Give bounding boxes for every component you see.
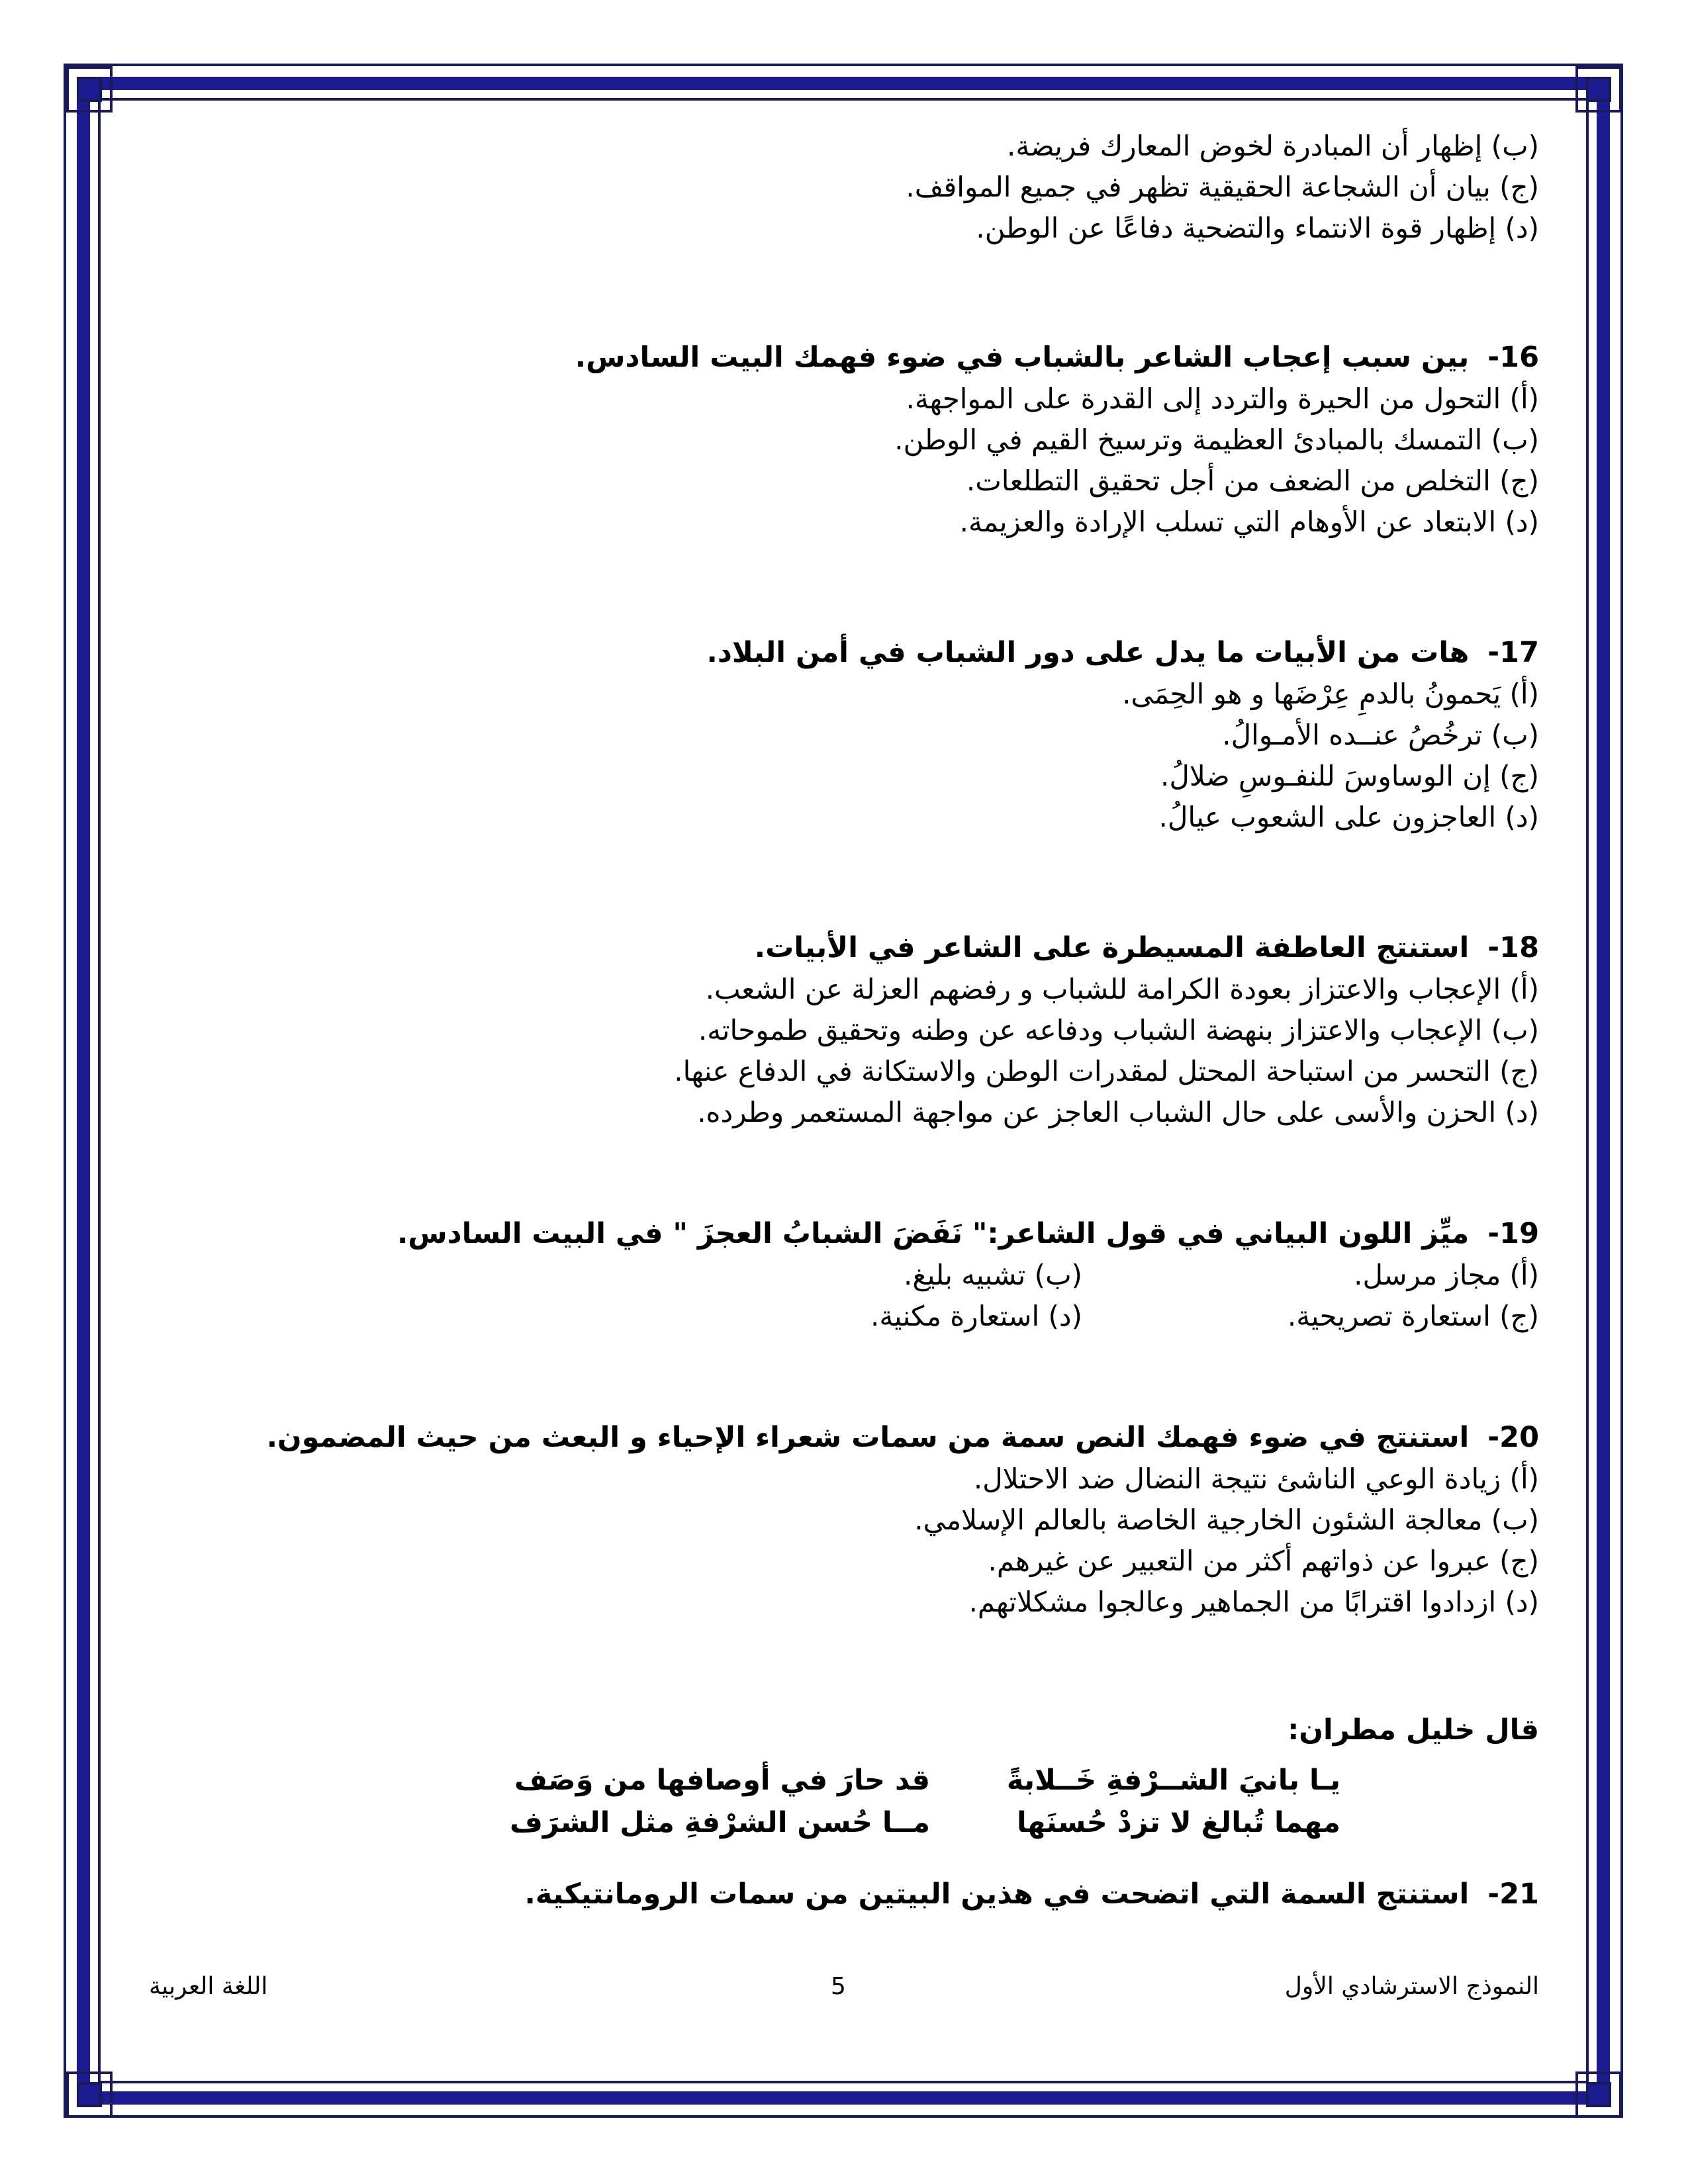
- option-c: (ج) استعارة تصريحية.: [1287, 1300, 1539, 1332]
- option-a: (أ) زيادة الوعي الناشئ نتيجة النضال ضد الاحتلال.: [973, 1463, 1539, 1495]
- option-a: (أ) مجاز مرسل.: [1354, 1259, 1539, 1291]
- frame-corner-bottom-left: [66, 2071, 113, 2118]
- footer-exam-title: النموذج الاسترشادي الأول: [1284, 1973, 1539, 2000]
- option-d: (د) العاجزون على الشعوب عيالُ.: [1158, 801, 1539, 833]
- question-prompt: بين سبب إعجاب الشاعر بالشباب في ضوء فهمك البيت السادس.: [575, 341, 1470, 374]
- question-prompt: هات من الأبيات ما يدل على دور الشباب في أمن البلاد.: [706, 636, 1470, 669]
- frame-corner-top-left: [66, 66, 113, 113]
- frame-corner-bottom-right: [1575, 2071, 1622, 2118]
- option-a: (أ) الإعجاب والاعتزاز بعودة الكرامة للشباب و رفضهم العزلة عن الشعب.: [705, 973, 1539, 1005]
- options-row: [149, 1255, 1539, 1296]
- question-prompt: ميِّز اللون البياني في قول الشاعر:" نَفَضَ الشبابُ العجزَ " في البيت السادس.: [397, 1217, 1470, 1250]
- option-b: (ب) ترخُصُ عنــده الأمـوالُ.: [1222, 719, 1539, 751]
- question-number: 18-: [1487, 931, 1539, 964]
- poem-verse-1: [149, 1759, 1539, 1801]
- option-d: (د) الحزن والأسى على حال الشباب العاجز عن مواجهة المستعمر وطرده.: [697, 1096, 1539, 1128]
- option-c: (ج) بيان أن الشجاعة الحقيقية تظهر في جميع المواقف.: [906, 171, 1539, 203]
- options-row: [149, 1296, 1539, 1337]
- option-c: (ج) التخلص من الضعف من أجل تحقيق التطلعات.: [966, 465, 1539, 497]
- option-b: (ب) معالجة الشئون الخارجية الخاصة بالعالم الإسلامي.: [914, 1504, 1539, 1536]
- poem-intro: قال خليل مطران:: [1288, 1713, 1539, 1747]
- question-prompt: استنتج في ضوء فهمك النص سمة من سمات شعراء الإحياء و البعث من حيث المضمون.: [266, 1421, 1470, 1454]
- option-b: (ب) الإعجاب والاعتزاز بنهضة الشباب ودفاعه عن وطنه وتحقيق طموحاته.: [698, 1014, 1539, 1046]
- page-number: 5: [831, 1973, 846, 2000]
- option-c: (ج) التحسر من استباحة المحتل لمقدرات الوطن والاستكانة في الدفاع عنها.: [674, 1055, 1539, 1087]
- question-prompt: استنتج السمة التي اتضحت في هذين البيتين من سمات الرومانتيكية.: [524, 1878, 1470, 1911]
- question-number: 19-: [1487, 1217, 1539, 1250]
- verse-second-hemistich: مــا حُسن الشرْفةِ مثل الشرَف: [509, 1806, 930, 1839]
- option-b: (ب) التمسك بالمبادئ العظيمة وترسيخ القيم في الوطن.: [894, 424, 1539, 456]
- question-number: 20-: [1487, 1421, 1539, 1454]
- question-17-text: [149, 631, 1539, 674]
- poem-block: [149, 1709, 1539, 1844]
- option-d: (د) الابتعاد عن الأوهام التي تسلب الإرادة والعزيمة.: [959, 506, 1539, 538]
- question-number: 16-: [1487, 341, 1539, 374]
- frame-corner-top-right: [1575, 66, 1622, 113]
- question-16: [149, 336, 1539, 543]
- previous-question-options: [149, 126, 1539, 249]
- question-17: [149, 631, 1539, 838]
- verse-first-hemistich: مهما تُبالغ لا تزدْ حُسنَها: [1016, 1806, 1340, 1839]
- question-21: [149, 1873, 1539, 1915]
- poem-verse-2: [149, 1801, 1539, 1844]
- option-c: (ج) عبروا عن ذواتهم أكثر من التعبير عن غيرهم.: [988, 1545, 1539, 1577]
- page-content: [149, 126, 1539, 1915]
- option-d: (د) إظهار قوة الانتماء والتضحية دفاعًا عن الوطن.: [976, 212, 1539, 244]
- verse-first-hemistich: يـا بانيَ الشــرْفةِ خَــلابةً: [1006, 1764, 1340, 1797]
- question-16-text: [149, 336, 1539, 379]
- question-20-text: [149, 1416, 1539, 1459]
- question-prompt: استنتج العاطفة المسيطرة على الشاعر في الأبيات.: [754, 931, 1470, 964]
- question-18: [149, 927, 1539, 1133]
- question-19: [149, 1212, 1539, 1337]
- question-19-text: [149, 1212, 1539, 1255]
- option-a: (أ) يَحمونُ بالدمِ عِرْضَها و هو الحِمَى.: [1122, 678, 1539, 710]
- question-21-text: [149, 1873, 1539, 1915]
- question-20: [149, 1416, 1539, 1623]
- option-d: (د) استعارة مكنية.: [870, 1300, 1082, 1332]
- footer-subject: اللغة العربية: [149, 1973, 268, 2000]
- option-a: (أ) التحول من الحيرة والتردد إلى القدرة على المواجهة.: [906, 383, 1539, 415]
- question-18-text: [149, 927, 1539, 969]
- question-number: 21-: [1487, 1878, 1539, 1911]
- verse-second-hemistich: قد حارَ في أوصافها من وَصَف: [514, 1764, 930, 1797]
- option-d: (د) ازدادوا اقترابًا من الجماهير وعالجوا مشكلاتهم.: [968, 1586, 1539, 1618]
- option-c: (ج) إن الوساوسَ للنفـوسِ ضلالُ.: [1160, 760, 1539, 792]
- option-b: (ب) إظهار أن المبادرة لخوض المعارك فريضة.: [1007, 130, 1539, 162]
- question-number: 17-: [1487, 636, 1539, 669]
- option-b: (ب) تشبيه بليغ.: [903, 1259, 1082, 1291]
